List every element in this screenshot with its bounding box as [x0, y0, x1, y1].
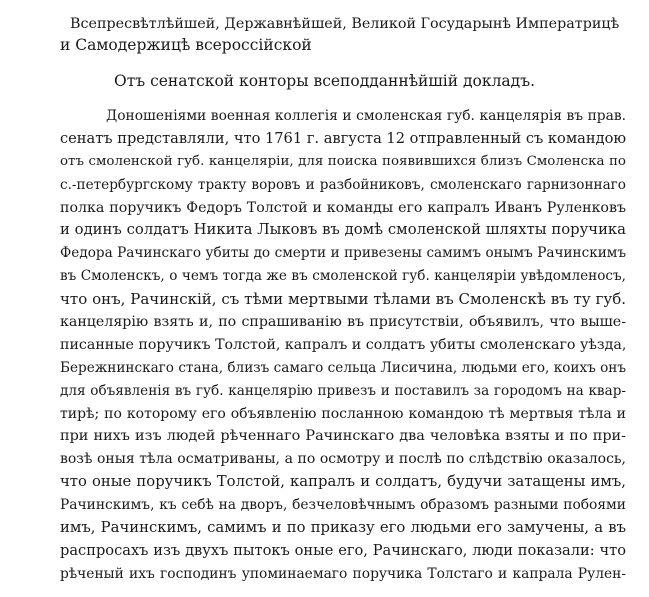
body-line: Бережнинскаго стана, близъ самаго сельца Лисичина, людьми его, коихъ онъ: [60, 359, 626, 376]
body-line: распросахъ изъ двухъ пытокъ оные его, Рачинскаго, люди показали: что: [60, 541, 626, 559]
body-line: писанные поручикъ Толстой, капралъ и солдатъ убиты смоленскаго уѣзда,: [60, 336, 626, 353]
body-line: полка поручикъ Федоръ Толстой и команды его капралъ Иванъ Руленковъ: [60, 199, 626, 216]
address-line-2: и Самодержицѣ всероссійской: [60, 36, 312, 54]
body-line: Рачинскимъ, къ себѣ на дворъ, безчеловѣчнымъ образомъ разными побоями: [60, 497, 626, 514]
body-line: и одинъ солдатъ Никита Лыковъ въ домѣ смоленской шляхты поручика: [60, 221, 626, 239]
body-line: въ Смоленскъ, о чемъ тогда же въ смоленской губ. канцеляріи увѣдомленосъ,: [60, 268, 626, 285]
address-block: [60, 14, 626, 56]
address-line-1: Всепресвѣтлѣйшей, Державнѣйшей, Великой Государынѣ Императрицѣ: [70, 16, 620, 32]
body-line: с.-петербургскому тракту воровъ и разбойниковъ, смоленскаго гарнизоннаго: [60, 176, 626, 193]
body-line: что оные поручикъ Толстой, капралъ и солдатъ, будучи затащены имъ,: [60, 473, 626, 491]
body-line: возѣ оныя тѣла осматриваны, а по осмотру и послѣ по слѣдствію оказалось,: [60, 451, 626, 468]
body-line: имъ, Рачинскимъ, самимъ и по приказу его людьми его замучены, а въ: [60, 519, 626, 537]
body-line: канцелярію взять и, по спрашиванію въ присутствіи, объявилъ, что выше-: [60, 314, 626, 331]
body-line: что онъ, Рачинскій, съ тѣми мертвыми тѣлами въ Смоленскѣ въ ту губ.: [60, 290, 626, 309]
body-line: отъ смоленской губ. канцеляріи, для поиска появившихся близъ Смоленска по: [60, 153, 626, 169]
document-heading: Отъ сенатской конторы всеподданнѣйшій докладъ.: [114, 72, 535, 90]
body-line: Доношеніями военная коллегія и смоленская губ. канцелярія въ прав.: [106, 108, 626, 124]
body-line: для объявленія въ губ. канцелярію привезъ и поставилъ за городомъ на квар-: [60, 382, 626, 399]
body-paragraph: [60, 105, 626, 586]
body-line: тирѣ; по которому его объявленію посланною командою тѣ мертвыя тѣла и: [60, 405, 626, 422]
body-line: при нихъ изъ людей рѣченнаго Рачинскаго два человѣка взяты и по при-: [60, 428, 626, 445]
body-line: рѣченый ихъ господинъ упоминаемаго поручика Толстаго и капрала Рулен-: [60, 565, 626, 582]
body-line: сенатъ представляли, что 1761 г. августа 12 отправленный съ командою: [60, 129, 626, 147]
body-line: Федора Рачинскаго убиты до смерти и привезены самимъ онымъ Рачинскимъ: [60, 245, 626, 262]
